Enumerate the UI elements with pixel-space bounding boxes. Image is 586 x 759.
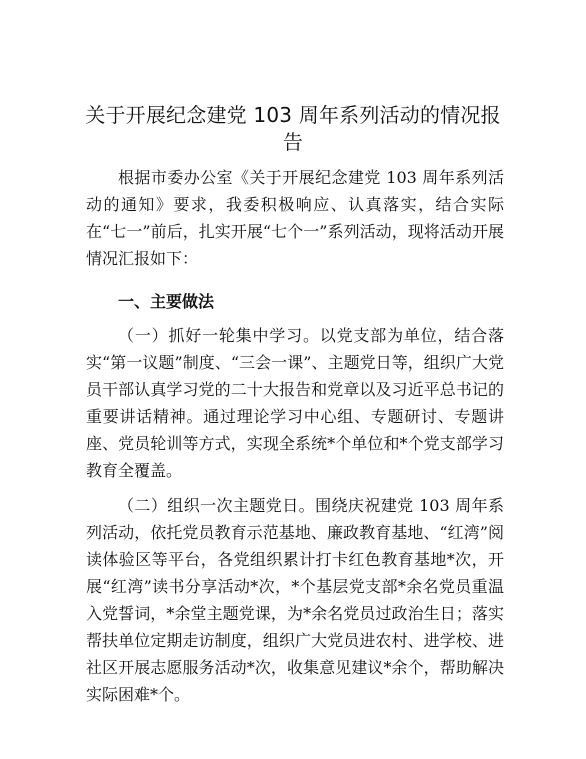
item-1-paragraph: （一）抓好一轮集中学习。以党支部为单位，结合落实“第一议题”制度、“三会一课”、主题党日等，组织广大党员干部认真学习党的二十大报告和党章以及习近平总书记的重要讲话精神。通过理论学习中心组、专题研讨、专题讲座、党员轮训等方式，实现全系统*个单位和*个党支部学习教育全覆盖。 — [86, 326, 504, 480]
item-2-paragraph: （二）组织一次主题党日。围绕庆祝建党 103 周年系列活动，依托党员教育示范基地、廉政教育基地、“红湾”阅读体验区等平台，各党组织累计打卡红色教育基地*次，开展“红湾”读书分享活动*次，*个基层党支部*余名党员重温入党誓词，*余堂主题党课，为*余名党员过政治生日；落实帮扶单位定期走访制度，组织广大党员进农村、进学校、进社区开展志愿服务活动*次，收集意见建议*余个，帮助解决实际困难*个。 — [86, 496, 504, 704]
document-title: 关于开展纪念建党 103 周年系列活动的情况报告 — [85, 103, 501, 154]
document-body — [86, 164, 504, 708]
intro-paragraph: 根据市委办公室《关于开展纪念建党 103 周年系列活动的通知》要求，我委积极响应、认真落实，结合实际在“七一”前后，扎实开展“七个一”系列活动，现将活动开展情况汇报如下： — [86, 168, 504, 268]
section-heading: 一、主要做法 — [118, 292, 215, 311]
